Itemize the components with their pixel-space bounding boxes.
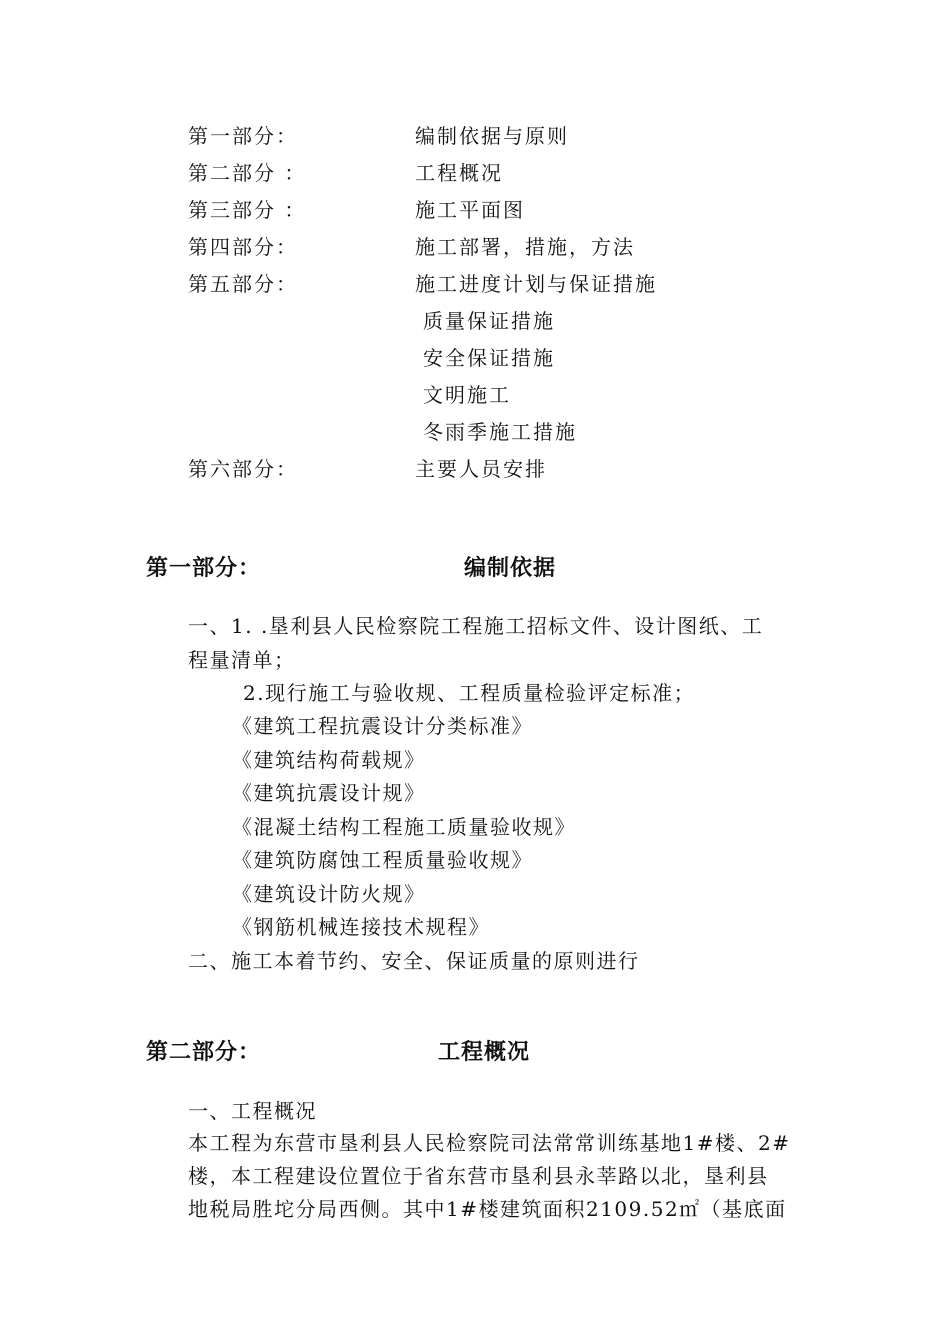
toc-part-label: 第六部分： — [188, 457, 298, 481]
toc-part-title: 施工平面图 — [415, 198, 525, 222]
toc-sub-title: 质量保证措施 — [423, 309, 555, 333]
standard-item: 《建筑设计防火规》 — [232, 882, 426, 906]
section1-heading — [146, 551, 557, 582]
standard-item: 《混凝土结构工程施工质量验收规》 — [232, 815, 576, 839]
toc-row — [188, 192, 808, 229]
toc-row — [188, 377, 808, 414]
section1-title: 编制依据 — [464, 556, 557, 581]
standard-item: 《建筑防腐蚀工程质量验收规》 — [232, 848, 533, 872]
toc-part-label: 第五部分： — [188, 272, 298, 296]
toc-row — [188, 229, 808, 266]
toc-row — [188, 155, 808, 192]
section2-body-line: 本工程为东营市垦利县人民检察院司法常常训练基地1#楼、2# — [188, 1131, 791, 1155]
toc-row — [188, 414, 808, 451]
standard-item: 《钢筋机械连接技术规程》 — [232, 915, 490, 939]
toc-part-label: 第二部分 ： — [188, 161, 307, 185]
toc-part-label: 第一部分： — [188, 124, 298, 148]
toc-row — [188, 303, 808, 340]
section2-heading — [146, 1035, 531, 1066]
standard-item: 《建筑工程抗震设计分类标准》 — [232, 714, 533, 738]
section2-body-line: 楼，本工程建设位置位于省东营市垦利县永莘路以北，垦利县 — [188, 1164, 769, 1188]
table-of-contents — [188, 118, 808, 488]
section2-sub1: 一、工程概况 — [188, 1099, 317, 1123]
toc-sub-title: 冬雨季施工措施 — [423, 420, 577, 444]
section1-item2: 2.现行施工与验收规、工程质量检验评定标准； — [243, 681, 696, 705]
section2-body-line: 地税局胜坨分局西侧。其中1#楼建筑面积2109.52㎡（基底面 — [188, 1197, 787, 1221]
section2-title: 工程概况 — [438, 1040, 531, 1065]
toc-part-title: 工程概况 — [415, 161, 503, 185]
section2-label: 第二部分： — [146, 1040, 262, 1065]
standard-item: 《建筑抗震设计规》 — [232, 781, 426, 805]
toc-sub-title: 文明施工 — [423, 383, 511, 407]
section1-label: 第一部分： — [146, 556, 262, 581]
toc-part-label: 第三部分 ： — [188, 198, 307, 222]
section1-item1-line1: 一、1. .垦利县人民检察院工程施工招标文件、设计图纸、工 — [188, 614, 764, 638]
toc-part-title: 施工部署，措施，方法 — [415, 235, 635, 259]
toc-row — [188, 266, 808, 303]
toc-part-title: 施工进度计划与保证措施 — [415, 272, 657, 296]
section1-principle: 二、施工本着节约、安全、保证质量的原则进行 — [188, 949, 640, 973]
toc-row — [188, 340, 808, 377]
toc-part-title: 主要人员安排 — [415, 457, 547, 481]
toc-sub-title: 安全保证措施 — [423, 346, 555, 370]
toc-part-label: 第四部分： — [188, 235, 298, 259]
standard-item: 《建筑结构荷载规》 — [232, 748, 426, 772]
section1-item1-line2: 程量清单； — [188, 648, 296, 672]
toc-row — [188, 451, 808, 488]
toc-part-title: 编制依据与原则 — [415, 124, 569, 148]
toc-row — [188, 118, 808, 155]
